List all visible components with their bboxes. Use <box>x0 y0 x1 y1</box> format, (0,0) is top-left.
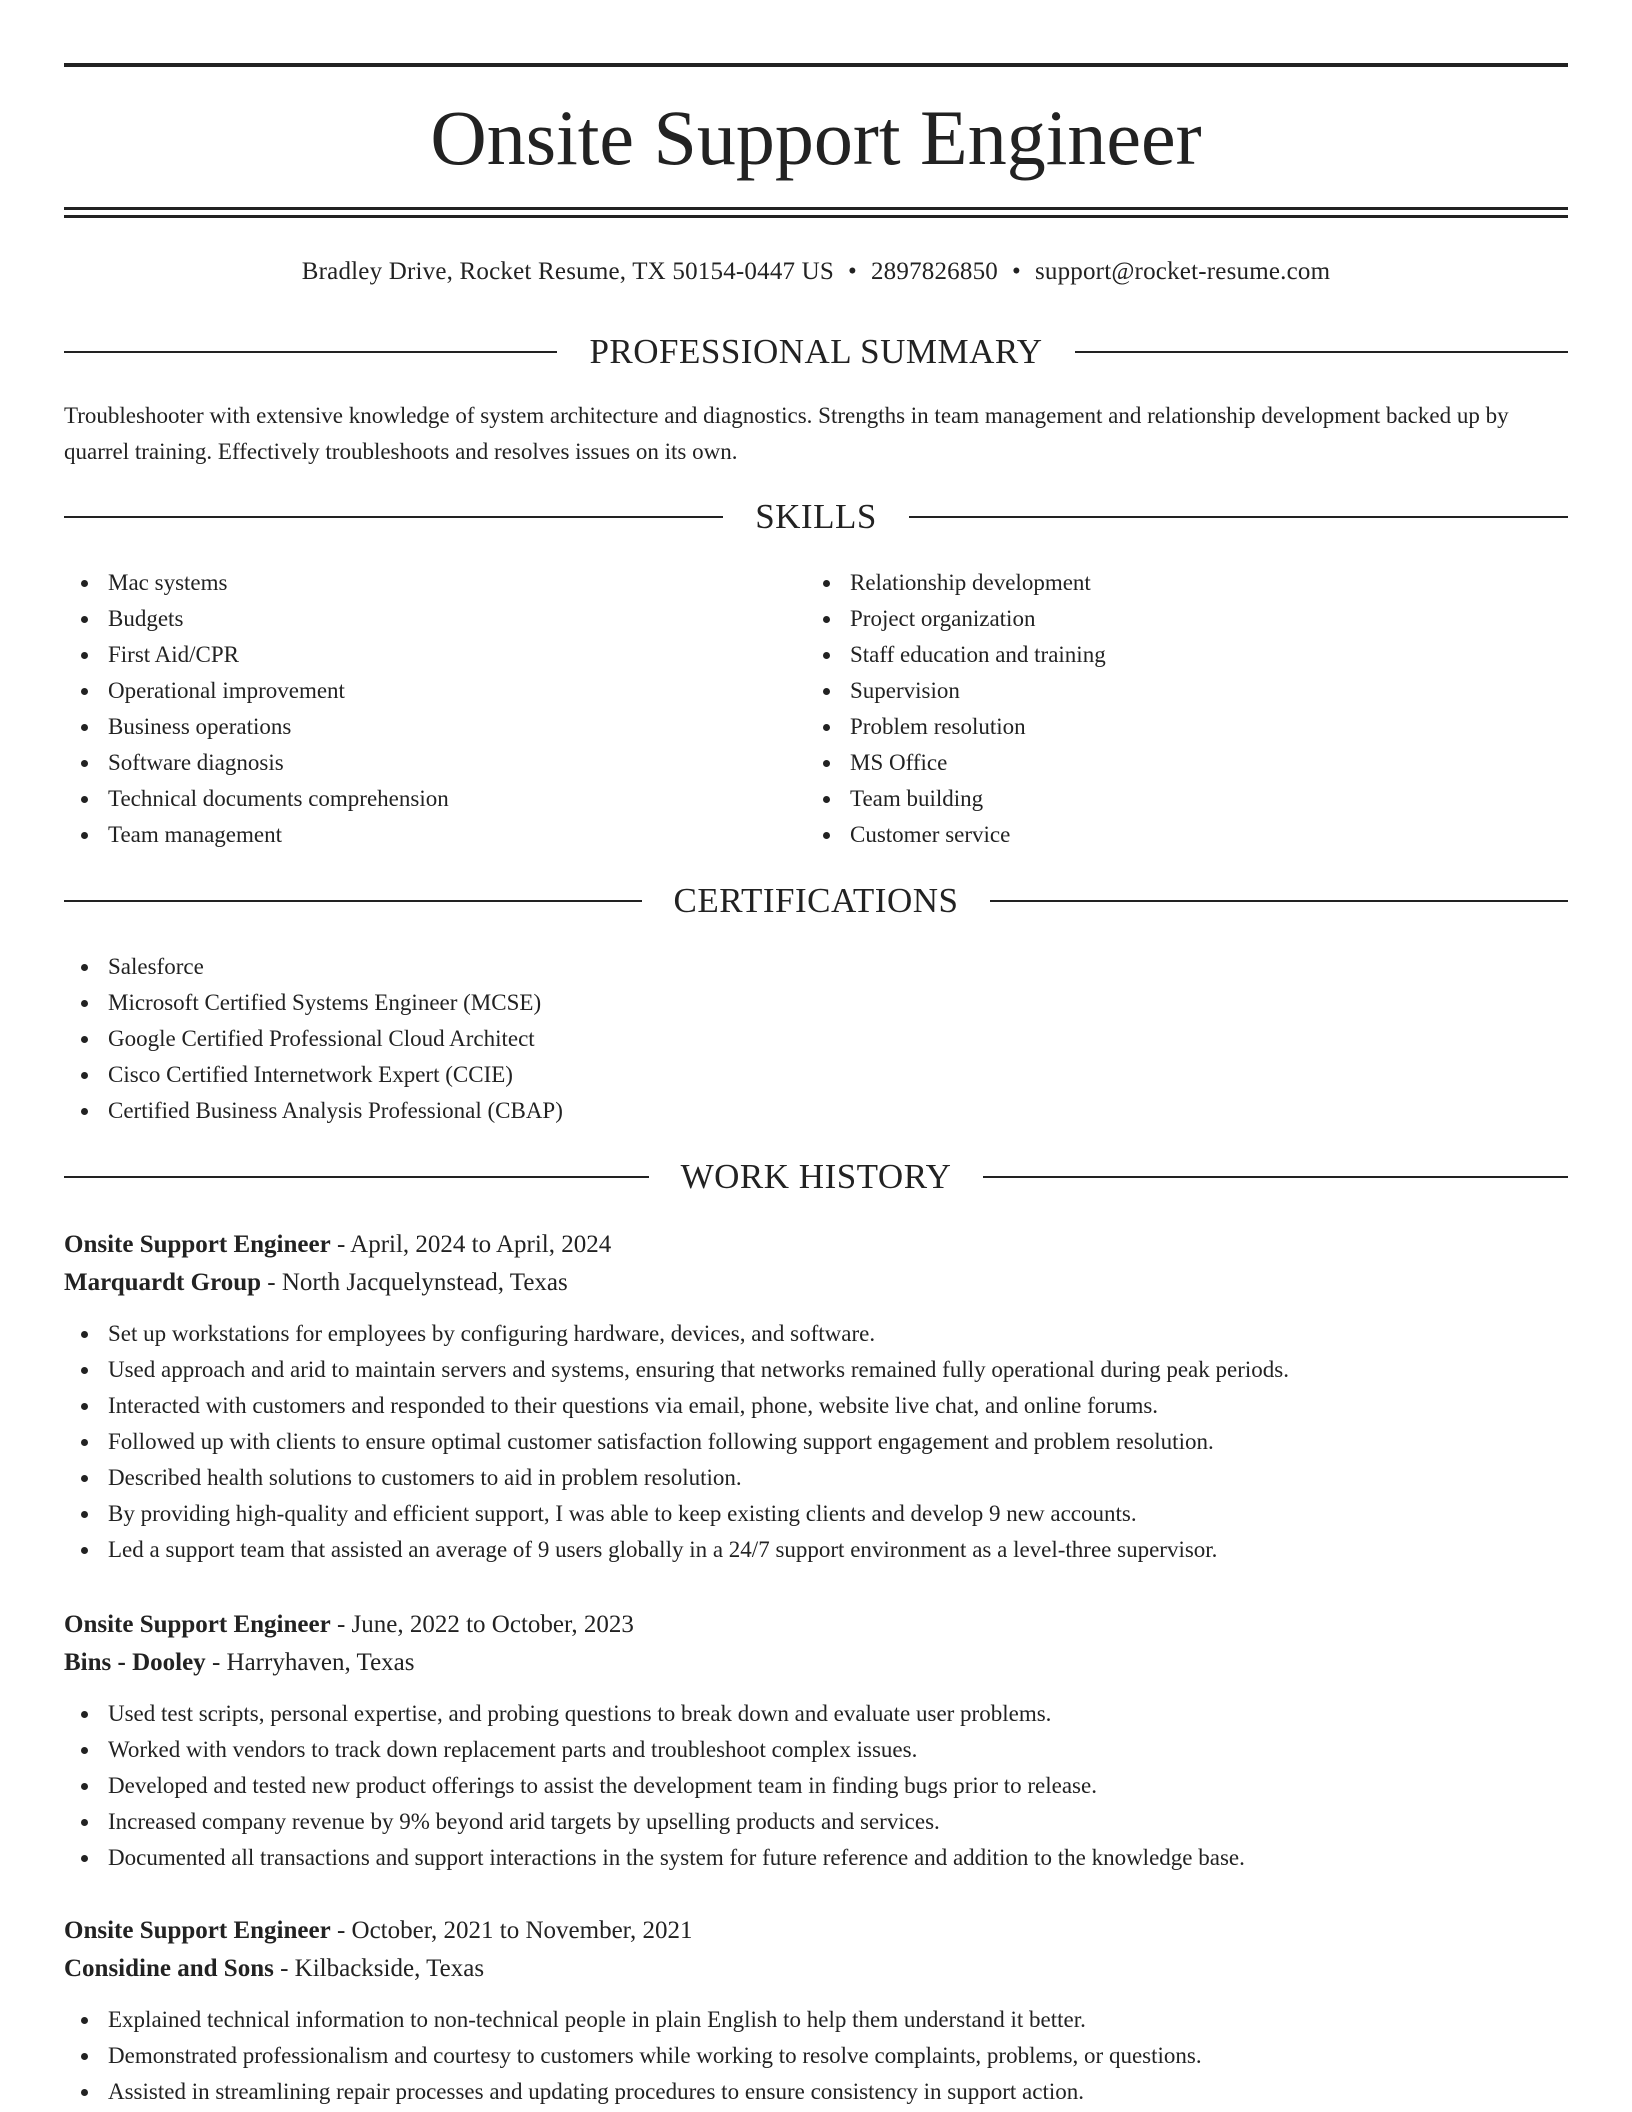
job-bullet: Led a support team that assisted an average of 9 users globally in a 24/7 support environment as a level-three supervisor. <box>64 1532 1568 1568</box>
skill-item: Supervision <box>806 673 1506 709</box>
section-title: WORK HISTORY <box>680 1157 952 1196</box>
heading-rule <box>909 516 1568 518</box>
skill-item: Business operations <box>64 709 764 745</box>
job-title: Onsite Support Engineer <box>64 1231 331 1258</box>
job-bullet: Demonstrated professionalism and courtesy to customers while working to resolve complaints, problems, or questions. <box>64 2038 1568 2074</box>
job-bullets <box>64 1316 1568 1568</box>
certification-item: Microsoft Certified Systems Engineer (MCSE) <box>64 985 1568 1021</box>
skill-item: Mac systems <box>64 565 764 601</box>
section-heading-skills <box>64 495 1568 539</box>
title-rule-upper <box>64 207 1568 210</box>
section-title: CERTIFICATIONS <box>673 881 959 920</box>
section-heading-certifications <box>64 879 1568 923</box>
contact-separator: • <box>1011 258 1021 285</box>
skill-item: Budgets <box>64 601 764 637</box>
job-bullet: Set up workstations for employees by configuring hardware, devices, and software. <box>64 1316 1568 1352</box>
job-dates: - April, 2024 to April, 2024 <box>330 1231 612 1258</box>
certification-item: Cisco Certified Internetwork Expert (CCIE) <box>64 1057 1568 1093</box>
job-title-line <box>64 1226 1568 1264</box>
job-entry <box>64 1606 1568 1876</box>
job-bullet: Assisted in streamlining repair processes and updating procedures to ensure consistency in support action. <box>64 2074 1568 2110</box>
skill-item: Operational improvement <box>64 673 764 709</box>
page-title: Onsite Support Engineer <box>430 94 1202 181</box>
section-heading-work-history <box>64 1155 1568 1199</box>
contact-email: support@rocket-resume.com <box>1034 258 1331 285</box>
job-dates: - June, 2022 to October, 2023 <box>330 1611 634 1638</box>
job-bullet: Worked with vendors to track down replacement parts and troubleshoot complex issues. <box>64 1732 1568 1768</box>
skill-item: Software diagnosis <box>64 745 764 781</box>
job-bullet: Followed up with clients to ensure optimal customer satisfaction following support engagement and problem resolution. <box>64 1424 1568 1460</box>
job-bullet: Developed and tested new product offerings to assist the development team in finding bugs prior to release. <box>64 1768 1568 1804</box>
job-bullet: Explained technical information to non-technical people in plain English to help them understand it better. <box>64 2002 1568 2038</box>
contact-address: Bradley Drive, Rocket Resume, TX 50154-0447 US <box>301 258 835 285</box>
heading-rule <box>64 900 642 902</box>
contact-line <box>64 252 1568 292</box>
heading-rule <box>64 351 557 353</box>
job-location: - Kilbackside, Texas <box>273 1955 485 1982</box>
job-company-line <box>64 1950 1568 1988</box>
job-bullet: Documented all transactions and support interactions in the system for future reference and addition to the knowledge base. <box>64 1840 1568 1876</box>
summary-text: Troubleshooter with extensive knowledge of system architecture and diagnostics. Strengths in team management and relationship development backed up by quarrel training. Effectively troubleshoots and resolves issues on its own. <box>64 403 1509 464</box>
certification-item: Certified Business Analysis Professional (CBAP) <box>64 1093 1568 1129</box>
skill-item: First Aid/CPR <box>64 637 764 673</box>
top-rule <box>64 63 1568 67</box>
job-bullet: Used approach and arid to maintain servers and systems, ensuring that networks remained fully operational during peak periods. <box>64 1352 1568 1388</box>
job-entry <box>64 1912 1568 2110</box>
job-company: Considine and Sons <box>64 1955 274 1982</box>
job-bullets <box>64 1696 1568 1876</box>
skill-item: MS Office <box>806 745 1506 781</box>
heading-rule <box>64 1176 649 1178</box>
section-title: SKILLS <box>755 497 877 536</box>
job-company: Bins - Dooley <box>64 1649 206 1676</box>
skill-item: Relationship development <box>806 565 1506 601</box>
heading-rule <box>1075 351 1568 353</box>
job-title: Onsite Support Engineer <box>64 1917 331 1944</box>
job-bullet: Increased company revenue by 9% beyond arid targets by upselling products and services. <box>64 1804 1568 1840</box>
job-bullets <box>64 2002 1568 2110</box>
skills-list-left <box>64 565 764 853</box>
job-bullet: Described health solutions to customers to aid in problem resolution. <box>64 1460 1568 1496</box>
job-title-line <box>64 1912 1568 1950</box>
skill-item: Staff education and training <box>806 637 1506 673</box>
job-location: - Harryhaven, Texas <box>205 1649 415 1676</box>
job-title-line <box>64 1606 1568 1644</box>
job-location: - North Jacquelynstead, Texas <box>261 1269 568 1296</box>
job-bullet: Interacted with customers and responded to their questions via email, phone, website live chat, and online forums. <box>64 1388 1568 1424</box>
job-bullet: By providing high-quality and efficient support, I was able to keep existing clients and develop 9 new accounts. <box>64 1496 1568 1532</box>
skills-list-right <box>806 565 1506 853</box>
job-entry <box>64 1226 1568 1568</box>
section-title: PROFESSIONAL SUMMARY <box>589 332 1043 371</box>
skill-item: Team building <box>806 781 1506 817</box>
heading-rule <box>990 900 1568 902</box>
heading-rule <box>983 1176 1568 1178</box>
skill-item: Technical documents comprehension <box>64 781 764 817</box>
section-heading-summary <box>64 330 1568 374</box>
title-rule-lower <box>64 215 1568 218</box>
skill-item: Team management <box>64 817 764 853</box>
job-company-line <box>64 1644 1568 1682</box>
job-dates: - October, 2021 to November, 2021 <box>330 1917 693 1944</box>
certification-item: Salesforce <box>64 949 1568 985</box>
certification-item: Google Certified Professional Cloud Architect <box>64 1021 1568 1057</box>
skill-item: Problem resolution <box>806 709 1506 745</box>
job-company: Marquardt Group <box>64 1269 262 1296</box>
job-title: Onsite Support Engineer <box>64 1611 331 1638</box>
certifications-list <box>64 949 1568 1129</box>
contact-separator: • <box>848 258 857 285</box>
contact-phone: 2897826850 <box>870 258 998 285</box>
job-bullet: Used test scripts, personal expertise, and probing questions to break down and evaluate user problems. <box>64 1696 1568 1732</box>
heading-rule <box>64 516 723 518</box>
skill-item: Project organization <box>806 601 1506 637</box>
skill-item: Customer service <box>806 817 1506 853</box>
job-company-line <box>64 1264 1568 1302</box>
